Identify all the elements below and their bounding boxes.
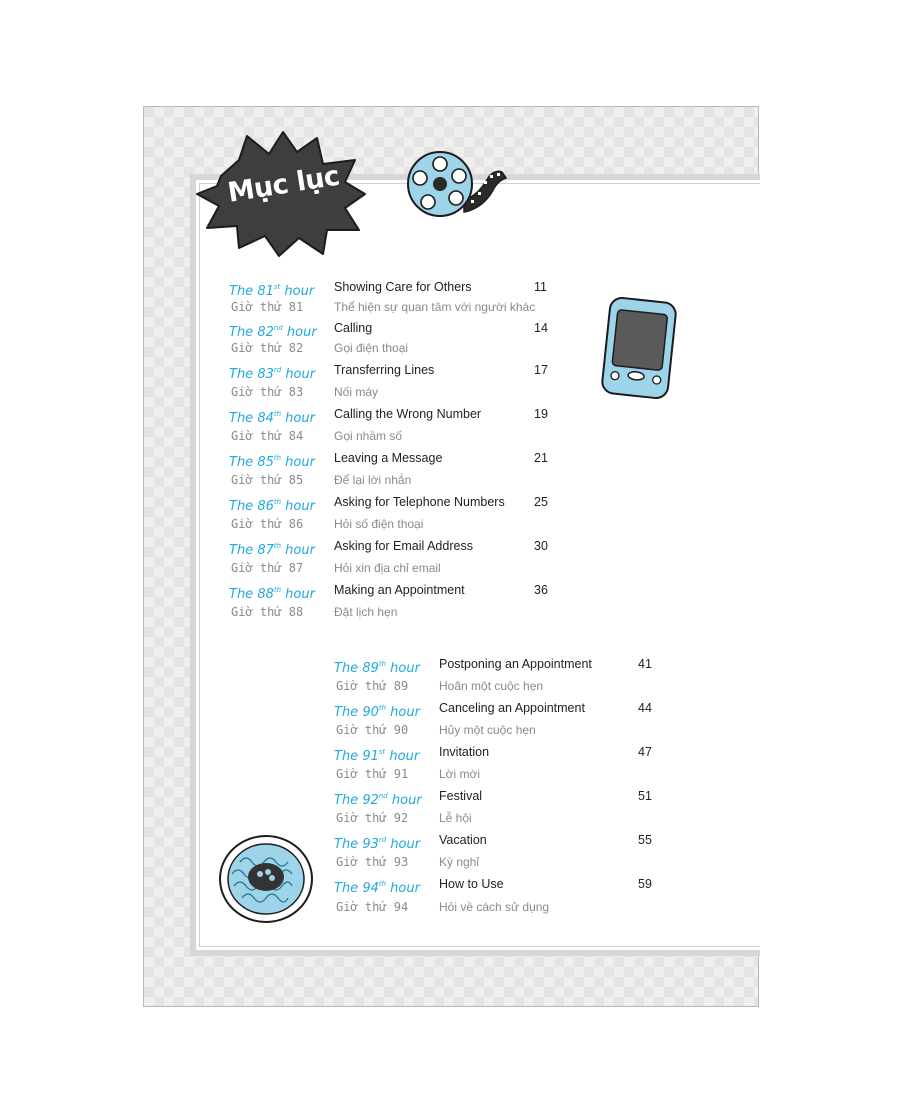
hour-ordinal-suffix: th: [378, 880, 387, 888]
chapter-title-en: Calling: [334, 321, 373, 335]
chapter-title-vi: Kỳ nghỉ: [439, 855, 480, 869]
hour-label-vi: Giờ thứ 81: [231, 300, 304, 314]
hour-label-vi: Giờ thứ 90: [336, 723, 409, 737]
chapter-title-vi: Hỏi số điện thoại: [334, 517, 424, 531]
hour-number: 83: [257, 367, 274, 382]
chapter-title-en: Postponing an Appointment: [439, 657, 592, 671]
chapter-title-en: Transferring Lines: [334, 363, 435, 377]
hour-label: The 88th hour: [229, 586, 315, 602]
hour-label-vi: Giờ thứ 85: [231, 473, 304, 487]
hour-label-vi: Giờ thứ 93: [336, 855, 409, 869]
hour-ordinal-suffix: th: [273, 542, 282, 550]
chapter-title-en: Invitation: [439, 745, 490, 759]
chapter-title-en: Canceling an Appointment: [439, 701, 585, 715]
hour-label: The 83rd hour: [229, 366, 316, 382]
chapter-title-vi: Đặt lịch hẹn: [334, 605, 398, 619]
chapter-title-en: Vacation: [439, 833, 487, 847]
chapter-title-en: Asking for Telephone Numbers: [334, 495, 505, 509]
chapter-title-vi: Thể hiện sự quan tâm với người khác: [334, 300, 536, 314]
hour-number: 82: [257, 325, 274, 340]
chapter-title-vi: Hỏi về cách sử dụng: [439, 900, 550, 914]
hour-number: 93: [362, 837, 379, 852]
chapter-title-vi: Hỏi xin địa chỉ email: [334, 561, 441, 575]
chapter-title-vi: Gọi nhầm số: [334, 429, 403, 443]
hour-label-vi: Giờ thứ 91: [336, 767, 409, 781]
hour-ordinal-suffix: th: [378, 704, 387, 712]
chapter-title-vi: Lễ hội: [439, 811, 472, 825]
chapter-title-en: Calling the Wrong Number: [334, 407, 482, 421]
hour-label: The 91st hour: [334, 748, 420, 764]
hour-label: The 94th hour: [334, 880, 420, 896]
page-number: 21: [534, 451, 548, 465]
hour-ordinal-suffix: st: [273, 283, 281, 291]
hour-label-vi: Giờ thứ 84: [231, 429, 304, 443]
hour-label: The 82nd hour: [229, 324, 317, 340]
hour-ordinal-suffix: nd: [273, 324, 283, 332]
chapter-title-en: Leaving a Message: [334, 451, 443, 465]
hour-ordinal-suffix: th: [273, 454, 282, 462]
page-number: 14: [534, 321, 548, 335]
chapter-title-en: Asking for Email Address: [334, 539, 473, 553]
hour-label: The 92nd hour: [334, 792, 422, 808]
chapter-title-en: Showing Care for Others: [334, 280, 472, 294]
page-number: 59: [638, 877, 652, 891]
hour-label-vi: Giờ thứ 82: [231, 341, 304, 355]
hour-label-vi: Giờ thứ 92: [336, 811, 409, 825]
hour-label-vi: Giờ thứ 86: [231, 517, 304, 531]
chapter-title-vi: Hủy một cuộc hẹn: [439, 723, 536, 737]
page-number: 55: [638, 833, 652, 847]
page-number: 44: [638, 701, 652, 715]
hour-ordinal-suffix: th: [378, 660, 387, 668]
hour-number: 88: [257, 587, 274, 602]
chapter-title-vi: Gọi điện thoại: [334, 341, 409, 355]
page-number: 41: [638, 657, 652, 671]
page-number: 30: [534, 539, 548, 553]
hour-ordinal-suffix: th: [273, 586, 282, 594]
hour-label: The 90th hour: [334, 704, 420, 720]
hour-number: 87: [257, 543, 274, 558]
hour-ordinal-suffix: st: [378, 748, 386, 756]
page-number: 25: [534, 495, 548, 509]
hour-number: 90: [362, 705, 379, 720]
hour-number: 81: [257, 284, 274, 299]
hour-ordinal-suffix: rd: [378, 836, 387, 844]
chapter-title-en: How to Use: [439, 877, 504, 891]
hour-label-vi: Giờ thứ 89: [336, 679, 409, 693]
phone-icon: [598, 296, 680, 400]
chapter-title-en: Festival: [439, 789, 483, 803]
hour-number: 89: [362, 661, 379, 676]
hour-number: 92: [362, 793, 379, 808]
hour-label: The 87th hour: [229, 542, 315, 558]
hour-label: The 85th hour: [229, 454, 315, 470]
chapter-title-vi: Nối máy: [334, 385, 379, 399]
page-number: 17: [534, 363, 548, 377]
hour-label-vi: Giờ thứ 94: [336, 900, 409, 914]
hour-ordinal-suffix: nd: [378, 792, 388, 800]
hour-label: The 86th hour: [229, 498, 315, 514]
hour-number: 94: [362, 881, 379, 896]
chapter-title-vi: Để lại lời nhắn: [334, 473, 412, 487]
hour-number: 84: [257, 411, 274, 426]
chapter-title-en: Making an Appointment: [334, 583, 465, 597]
hour-number: 85: [257, 455, 274, 470]
hour-label-vi: Giờ thứ 83: [231, 385, 304, 399]
hour-ordinal-suffix: rd: [273, 366, 282, 374]
hour-label: The 93rd hour: [334, 836, 421, 852]
hour-label-vi: Giờ thứ 87: [231, 561, 304, 575]
page-number: 36: [534, 583, 548, 597]
noodle-plate-icon: [218, 834, 314, 924]
page-number: 19: [534, 407, 548, 421]
film-reel-icon: [404, 150, 508, 222]
hour-ordinal-suffix: th: [273, 498, 282, 506]
hour-label-vi: Giờ thứ 88: [231, 605, 304, 619]
page-number: 11: [534, 280, 547, 294]
hour-label: The 81st hour: [229, 283, 315, 299]
chapter-title-vi: Hoãn một cuộc hẹn: [439, 679, 544, 693]
hour-number: 86: [257, 499, 274, 514]
hour-label: The 89th hour: [334, 660, 420, 676]
page-number: 51: [638, 789, 652, 803]
page-title: Mục lục: [225, 160, 342, 209]
hour-number: 91: [362, 749, 379, 764]
chapter-title-vi: Lời mời: [439, 767, 481, 781]
hour-label: The 84th hour: [229, 410, 315, 426]
page-number: 47: [638, 745, 652, 759]
hour-ordinal-suffix: th: [273, 410, 282, 418]
